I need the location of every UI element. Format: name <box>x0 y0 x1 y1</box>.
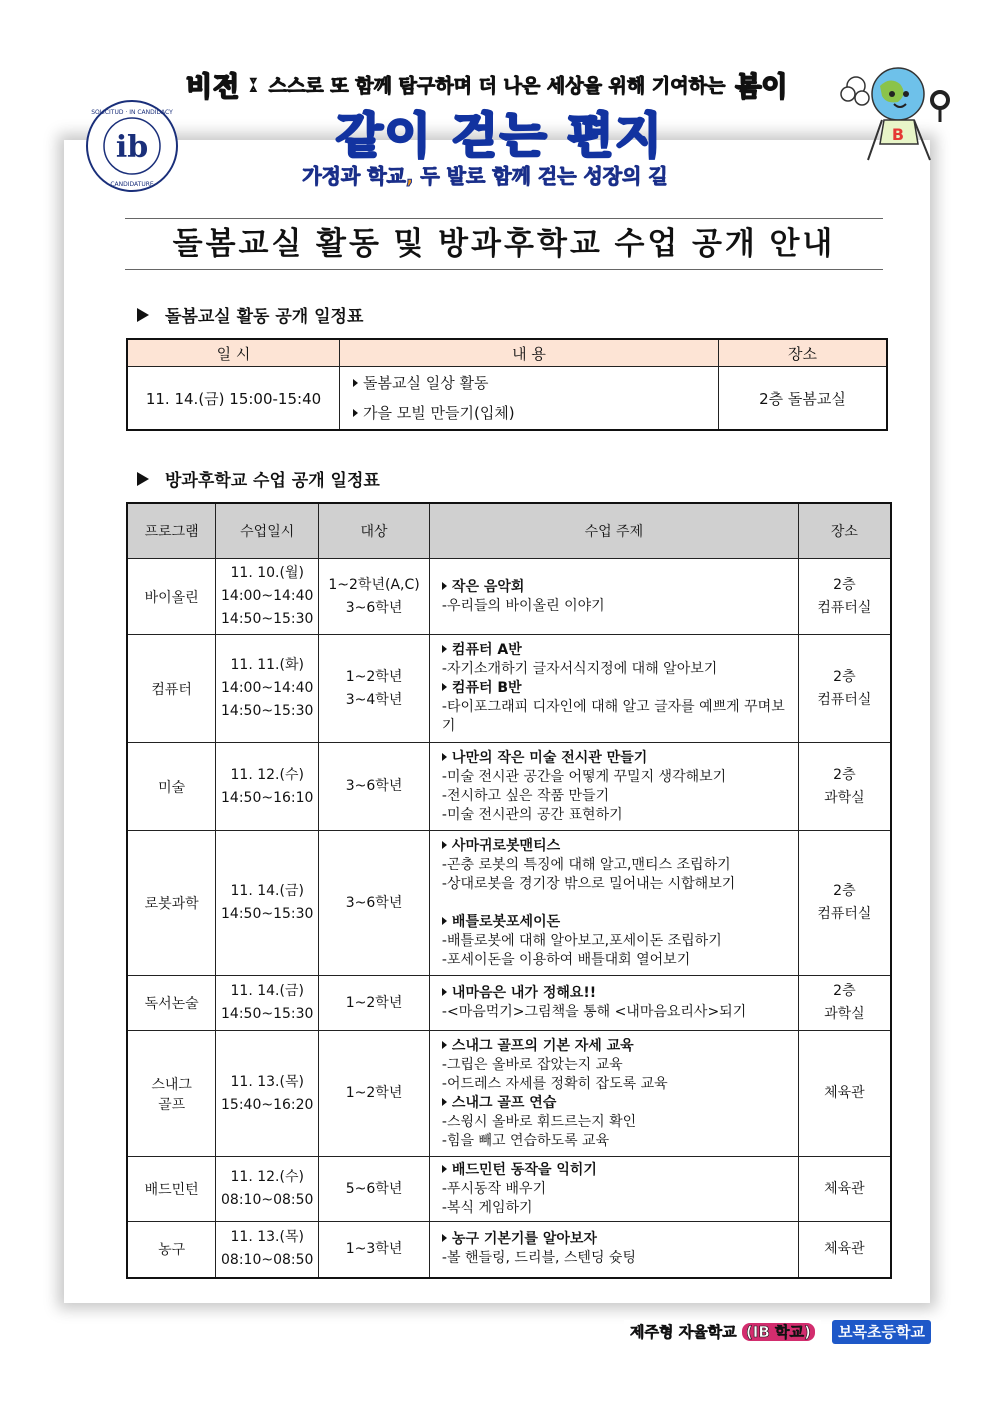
document-title-bar <box>125 218 883 270</box>
place-line: 과학실 <box>824 789 865 806</box>
document-title: 돌봄교실 활동 및 방과후학교 수업 공개 안내 <box>172 226 836 261</box>
topic-heading-text: 스내그 골프의 기본 자세 교육 <box>451 1037 634 1054</box>
target-grade: 3~6학년 <box>345 599 403 616</box>
class-date: 11. 12.(수) <box>230 1169 304 1185</box>
topic-cell <box>429 1222 798 1278</box>
topic-detail: -스윙시 올바로 휘드르는지 확인 <box>441 1113 637 1130</box>
schedule-cell <box>216 976 319 1031</box>
topic-heading <box>442 1161 788 1180</box>
triangle-bullet-icon <box>442 988 447 996</box>
topic-detail: -<마음먹기>그림책을 통해 <내마음요리사>되기 <box>441 1004 747 1020</box>
place-line: 컴퓨터실 <box>817 906 872 922</box>
table-row <box>127 1222 891 1278</box>
schedule-cell <box>216 635 319 743</box>
place-line: 체육관 <box>824 1085 865 1101</box>
afterschool-table-body <box>127 559 891 1278</box>
program-cell: 로봇과학 <box>127 831 216 976</box>
schedule-cell <box>216 559 319 635</box>
program-cell: 스내그 골프 <box>127 1031 216 1157</box>
schedule-cell <box>216 831 319 976</box>
place-line: 체육관 <box>824 1240 865 1257</box>
program-cell: 컴퓨터 <box>127 635 216 743</box>
topic-heading <box>442 749 788 768</box>
school-type-label <box>624 1320 821 1344</box>
topic-heading-text: 스내그 골프 연습 <box>451 1094 557 1111</box>
topic-heading-text: 내마음은 내가 정해요!! <box>451 985 597 1001</box>
program-cell: 미술 <box>127 743 216 831</box>
topic-detail: -자기소개하기 글자서식지정에 대해 알아보기 <box>441 661 718 677</box>
topic-detail: -배틀로봇에 대해 알아보고,포세이돈 조립하기 <box>441 932 722 949</box>
vision-label: 비전 <box>186 71 241 103</box>
program-cell: 독서논술 <box>127 976 216 1031</box>
class-time: 14:50~15:30 <box>221 906 314 922</box>
place-line: 컴퓨터실 <box>817 691 872 708</box>
datetime-cell: 11. 14.(금) 15:00-15:40 <box>127 367 340 431</box>
topic-heading <box>442 984 788 1003</box>
vision-text: 스스로 또 함께 탐구하며 더 나은 세상을 위해 기여하는 <box>268 74 726 97</box>
triangle-bullet-icon <box>442 1098 447 1106</box>
table-row <box>127 1031 891 1157</box>
target-grade: 3~6학년 <box>345 894 403 911</box>
place-line: 2층 <box>833 576 856 593</box>
section2-heading-text: 방과후학교 수업 공개 일정표 <box>165 471 380 491</box>
table-row <box>127 831 891 976</box>
triangle-bullet-icon <box>353 409 358 417</box>
ib-logo-text-top: SOLICITUD · IN CANDIDACY <box>91 109 173 116</box>
target-grade: 1~2학년(A,C) <box>328 576 420 593</box>
class-date: 11. 14.(금) <box>230 883 304 899</box>
class-time: 14:00~14:40 <box>221 588 314 604</box>
target-cell <box>319 831 430 976</box>
class-date: 11. 14.(금) <box>230 983 304 999</box>
target-grade: 5~6학년 <box>345 1180 403 1197</box>
class-time: 14:50~15:30 <box>221 1006 314 1022</box>
topic-heading-text: 나만의 작은 미술 전시관 만들기 <box>451 749 648 766</box>
topic-heading <box>442 641 788 660</box>
table-row <box>127 743 891 831</box>
target-cell <box>319 559 430 635</box>
topic-heading <box>442 679 788 698</box>
program-cell: 바이올린 <box>127 559 216 635</box>
banner-title: 같이 걷는 편지 <box>336 108 664 164</box>
topic-heading <box>442 913 788 932</box>
topic-detail: -포세이돈을 이용하여 배틀대회 열어보기 <box>441 951 691 968</box>
target-cell <box>319 743 430 831</box>
place-cell <box>798 1031 891 1157</box>
ib-logo-text-bottom: CANDIDATURE <box>110 181 154 188</box>
section1-heading <box>137 302 363 327</box>
banner-subtitle: 가정과 학교, 두 발로 함께 걷는 성장의 길 <box>302 164 668 188</box>
topic-cell <box>429 976 798 1031</box>
topic-detail: -우리들의 바이올린 이야기 <box>441 597 605 614</box>
triangle-bullet-icon <box>137 308 149 322</box>
class-time: 14:00~14:40 <box>221 680 314 696</box>
topic-detail: -볼 핸들링, 드리블, 스텐딩 슛팅 <box>441 1250 636 1267</box>
target-grade: 1~2학년 <box>345 994 403 1011</box>
table-header-row <box>127 339 887 367</box>
schedule-cell <box>216 1157 319 1222</box>
place-line: 2층 <box>833 668 856 685</box>
table-row <box>127 367 887 431</box>
topic-detail: -미술 전시관 공간을 어떻게 꾸밀지 생각해보기 <box>441 768 727 785</box>
topic-cell <box>429 831 798 976</box>
vision-colon: ː <box>250 71 259 97</box>
topic-cell <box>429 1157 798 1222</box>
class-date: 11. 11.(화) <box>230 657 304 673</box>
topic-heading-text: 사마귀로봇맨티스 <box>451 837 561 854</box>
topic-heading <box>442 837 788 856</box>
schedule-cell <box>216 743 319 831</box>
topic-heading-text: 컴퓨터 A반 <box>451 642 522 658</box>
target-grade: 3~4학년 <box>345 691 403 708</box>
table-row <box>127 976 891 1031</box>
topic-heading-text: 컴퓨터 B반 <box>451 680 522 696</box>
svg-text:B: B <box>891 125 905 144</box>
ib-logo-mark: ib <box>115 130 149 165</box>
target-cell <box>319 976 430 1031</box>
place-cell <box>798 831 891 976</box>
column-header: 내 용 <box>340 339 719 367</box>
content-cell <box>340 367 719 431</box>
section1-heading-text: 돌봄교실 활동 공개 일정표 <box>165 307 364 327</box>
place-cell <box>798 976 891 1031</box>
column-header: 장소 <box>718 339 887 367</box>
topic-cell <box>429 743 798 831</box>
topic-cell <box>429 1031 798 1157</box>
target-grade: 1~2학년 <box>345 668 403 685</box>
ib-logo <box>84 98 180 194</box>
triangle-bullet-icon <box>442 841 447 849</box>
place-line: 2층 <box>833 883 856 899</box>
place-line: 과학실 <box>824 1006 865 1022</box>
topic-detail: -힘을 빼고 연습하도록 교육 <box>441 1132 610 1149</box>
topic-detail: -곤충 로봇의 특징에 대해 알고,맨티스 조립하기 <box>441 856 731 873</box>
class-time: 14:50~15:30 <box>221 611 314 627</box>
place-cell <box>798 743 891 831</box>
triangle-bullet-icon <box>442 917 447 925</box>
class-date: 11. 12.(수) <box>230 766 304 783</box>
target-cell <box>319 1222 430 1278</box>
triangle-bullet-icon <box>442 1234 447 1242</box>
class-time: 08:10~08:50 <box>221 1252 314 1269</box>
triangle-bullet-icon <box>442 582 447 590</box>
class-time: 14:50~15:30 <box>221 703 314 719</box>
topic-heading-text: 작은 음악회 <box>451 578 525 595</box>
class-time: 14:50~16:10 <box>221 789 314 806</box>
triangle-bullet-icon <box>442 753 447 761</box>
topic-detail: -전시하고 싶은 작품 만들기 <box>441 787 610 804</box>
topic-detail: -어드레스 자세를 정확히 잡도록 교육 <box>441 1075 668 1092</box>
column-header: 수업 주제 <box>429 503 798 559</box>
place-line: 체육관 <box>824 1180 865 1197</box>
column-header: 수업일시 <box>216 503 319 559</box>
triangle-bullet-icon <box>442 1165 447 1173</box>
school-type-prefix: 제주형 자율학교 <box>630 1323 737 1341</box>
column-header: 프로그램 <box>127 503 216 559</box>
triangle-bullet-icon <box>353 379 358 387</box>
target-cell <box>319 635 430 743</box>
schedule-cell <box>216 1222 319 1278</box>
triangle-bullet-icon <box>442 645 447 653</box>
place-cell: 2층 돌봄교실 <box>718 367 887 431</box>
section2-heading <box>137 466 380 491</box>
mascot-globe-icon <box>838 64 958 164</box>
vision-end: 봄이 <box>735 71 788 103</box>
afterschool-schedule-table <box>126 502 892 1279</box>
place-cell <box>798 559 891 635</box>
program-cell: 배드민턴 <box>127 1157 216 1222</box>
column-header: 대상 <box>319 503 430 559</box>
place-cell <box>798 635 891 743</box>
triangle-bullet-icon <box>442 1041 447 1049</box>
topic-heading-text: 배틀로봇포세이돈 <box>451 913 561 930</box>
target-grade: 1~3학년 <box>345 1240 403 1257</box>
topic-heading <box>442 1037 788 1056</box>
topic-detail: -그립은 올바로 잡았는지 교육 <box>441 1056 623 1073</box>
place-cell <box>798 1222 891 1278</box>
target-grade: 3~6학년 <box>345 778 403 794</box>
table-row <box>127 559 891 635</box>
topic-heading <box>442 1094 788 1113</box>
table-row <box>127 635 891 743</box>
topic-detail: -타이포그래피 디자인에 대해 알고 글자를 예쁘게 꾸며보기 <box>441 699 785 734</box>
class-date: 11. 13.(목) <box>230 1073 304 1090</box>
topic-detail: -미술 전시관의 공간 표현하기 <box>441 806 623 823</box>
topic-spacer <box>442 894 788 913</box>
class-date: 11. 10.(월) <box>230 565 304 581</box>
class-time: 08:10~08:50 <box>221 1192 314 1208</box>
place-line: 2층 <box>833 766 856 783</box>
topic-heading <box>442 578 788 597</box>
care-schedule-table <box>126 338 888 431</box>
triangle-bullet-icon <box>137 472 149 486</box>
topic-detail: -복식 게임하기 <box>441 1199 533 1216</box>
class-date: 11. 13.(목) <box>230 1229 304 1246</box>
school-name-label: 보목초등학교 <box>832 1320 931 1344</box>
content-item: 가을 모빌 만들기(입체) <box>341 398 717 428</box>
target-cell <box>319 1157 430 1222</box>
topic-detail: -상대로봇을 경기장 밖으로 밀어내는 시합해보기 <box>441 875 736 892</box>
newsletter-header <box>0 0 992 200</box>
place-line: 2층 <box>833 983 856 999</box>
place-cell <box>798 1157 891 1222</box>
topic-heading-text: 농구 기본기를 알아보자 <box>451 1231 597 1248</box>
topic-detail: -푸시동작 배우기 <box>441 1180 547 1197</box>
triangle-bullet-icon <box>442 683 447 691</box>
target-cell <box>319 1031 430 1157</box>
table-row <box>127 1157 891 1222</box>
place-line: 컴퓨터실 <box>817 599 872 616</box>
column-header: 장소 <box>798 503 891 559</box>
table-header-row <box>127 503 891 559</box>
target-grade: 1~2학년 <box>345 1085 403 1101</box>
ib-school-mark: (IB 학교) <box>742 1323 815 1341</box>
topic-heading <box>442 1230 788 1249</box>
column-header: 일 시 <box>127 339 340 367</box>
topic-heading-text: 배드민턴 동작을 익히기 <box>451 1161 597 1178</box>
program-cell: 농구 <box>127 1222 216 1278</box>
schedule-cell <box>216 1031 319 1157</box>
content-item: 돌봄교실 일상 활동 <box>341 368 717 398</box>
topic-cell <box>429 635 798 743</box>
class-time: 15:40~16:20 <box>221 1096 314 1113</box>
topic-cell <box>429 559 798 635</box>
